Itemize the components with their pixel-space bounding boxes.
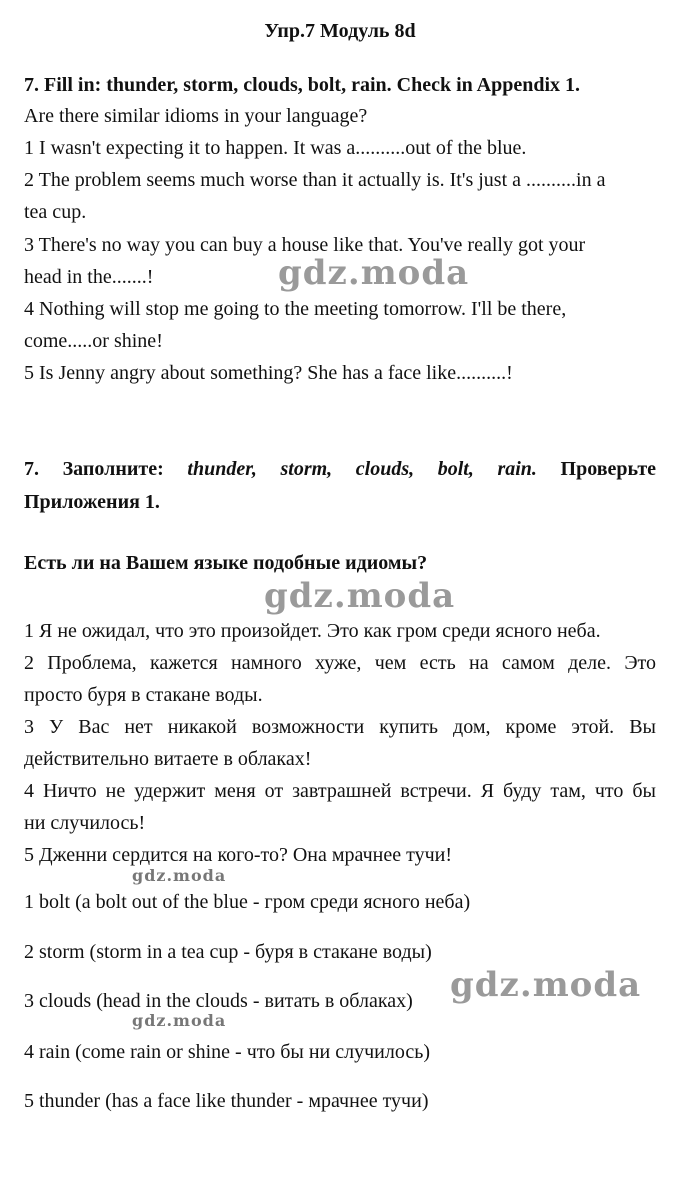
answer-item: 4 rain (come rain or shine - что бы ни случилось) <box>24 1041 431 1063</box>
russian-heading-prefix: 7. Заполните: <box>24 458 164 480</box>
english-line: 1 I wasn't expecting it to happen. It was a..........out of the blue. <box>24 137 527 159</box>
page-title: Упр.7 Модуль 8d <box>264 20 416 42</box>
answer-item: 2 storm (storm in a tea cup - буря в стакане воды) <box>24 941 432 963</box>
watermark: gdz.moda <box>132 1011 227 1030</box>
russian-line: 3 У Вас нет никакой возможности купить дом, кроме этой. Вы <box>24 716 656 738</box>
answer-item: 1 bolt (a bolt out of the blue - гром среди ясного неба) <box>24 891 471 913</box>
russian-line: 5 Дженни сердится на кого-то? Она мрачнее тучи! <box>24 844 453 866</box>
russian-line: 2 Проблема, кажется намного хуже, чем есть на самом деле. Это <box>24 652 656 674</box>
russian-heading-words: thunder, storm, clouds, bolt, rain. <box>187 458 537 480</box>
russian-line: действительно витаете в облаках! <box>24 748 312 770</box>
watermark: gdz.moda <box>450 965 642 1005</box>
russian-line: ни случилось! <box>24 812 146 834</box>
answer-item: 3 clouds (head in the clouds - витать в облаках) <box>24 990 413 1012</box>
russian-heading-suffix: Проверьте <box>560 458 657 480</box>
answer-item: 5 thunder (has a face like thunder - мрачнее тучи) <box>24 1090 429 1112</box>
russian-heading-line2: Приложения 1. <box>24 491 160 513</box>
english-line: come.....or shine! <box>24 330 163 352</box>
english-line: head in the.......! <box>24 266 154 288</box>
english-question: Are there similar idioms in your language? <box>24 105 368 127</box>
russian-heading <box>24 457 656 481</box>
watermark: gdz.moda <box>264 576 456 616</box>
english-line: 5 Is Jenny angry about something? She has a face like..........! <box>24 362 513 384</box>
english-line: 2 The problem seems much worse than it actually is. It's just a ..........in a <box>24 169 606 191</box>
russian-line: 4 Ничто не удержит меня от завтрашней встречи. Я буду там, что бы <box>24 780 656 802</box>
watermark: gdz.moda <box>278 253 470 293</box>
english-heading: 7. Fill in: thunder, storm, clouds, bolt, rain. Check in Appendix 1. <box>24 74 581 96</box>
russian-line: просто буря в стакане воды. <box>24 684 263 706</box>
russian-question: Есть ли на Вашем языке подобные идиомы? <box>24 552 428 574</box>
english-line: tea cup. <box>24 201 87 223</box>
russian-line: 1 Я не ожидал, что это произойдет. Это как гром среди ясного неба. <box>24 620 601 642</box>
watermark: gdz.moda <box>132 866 227 885</box>
english-line: 3 There's no way you can buy a house like that. You've really got your <box>24 234 586 256</box>
english-line: 4 Nothing will stop me going to the meeting tomorrow. I'll be there, <box>24 298 567 320</box>
